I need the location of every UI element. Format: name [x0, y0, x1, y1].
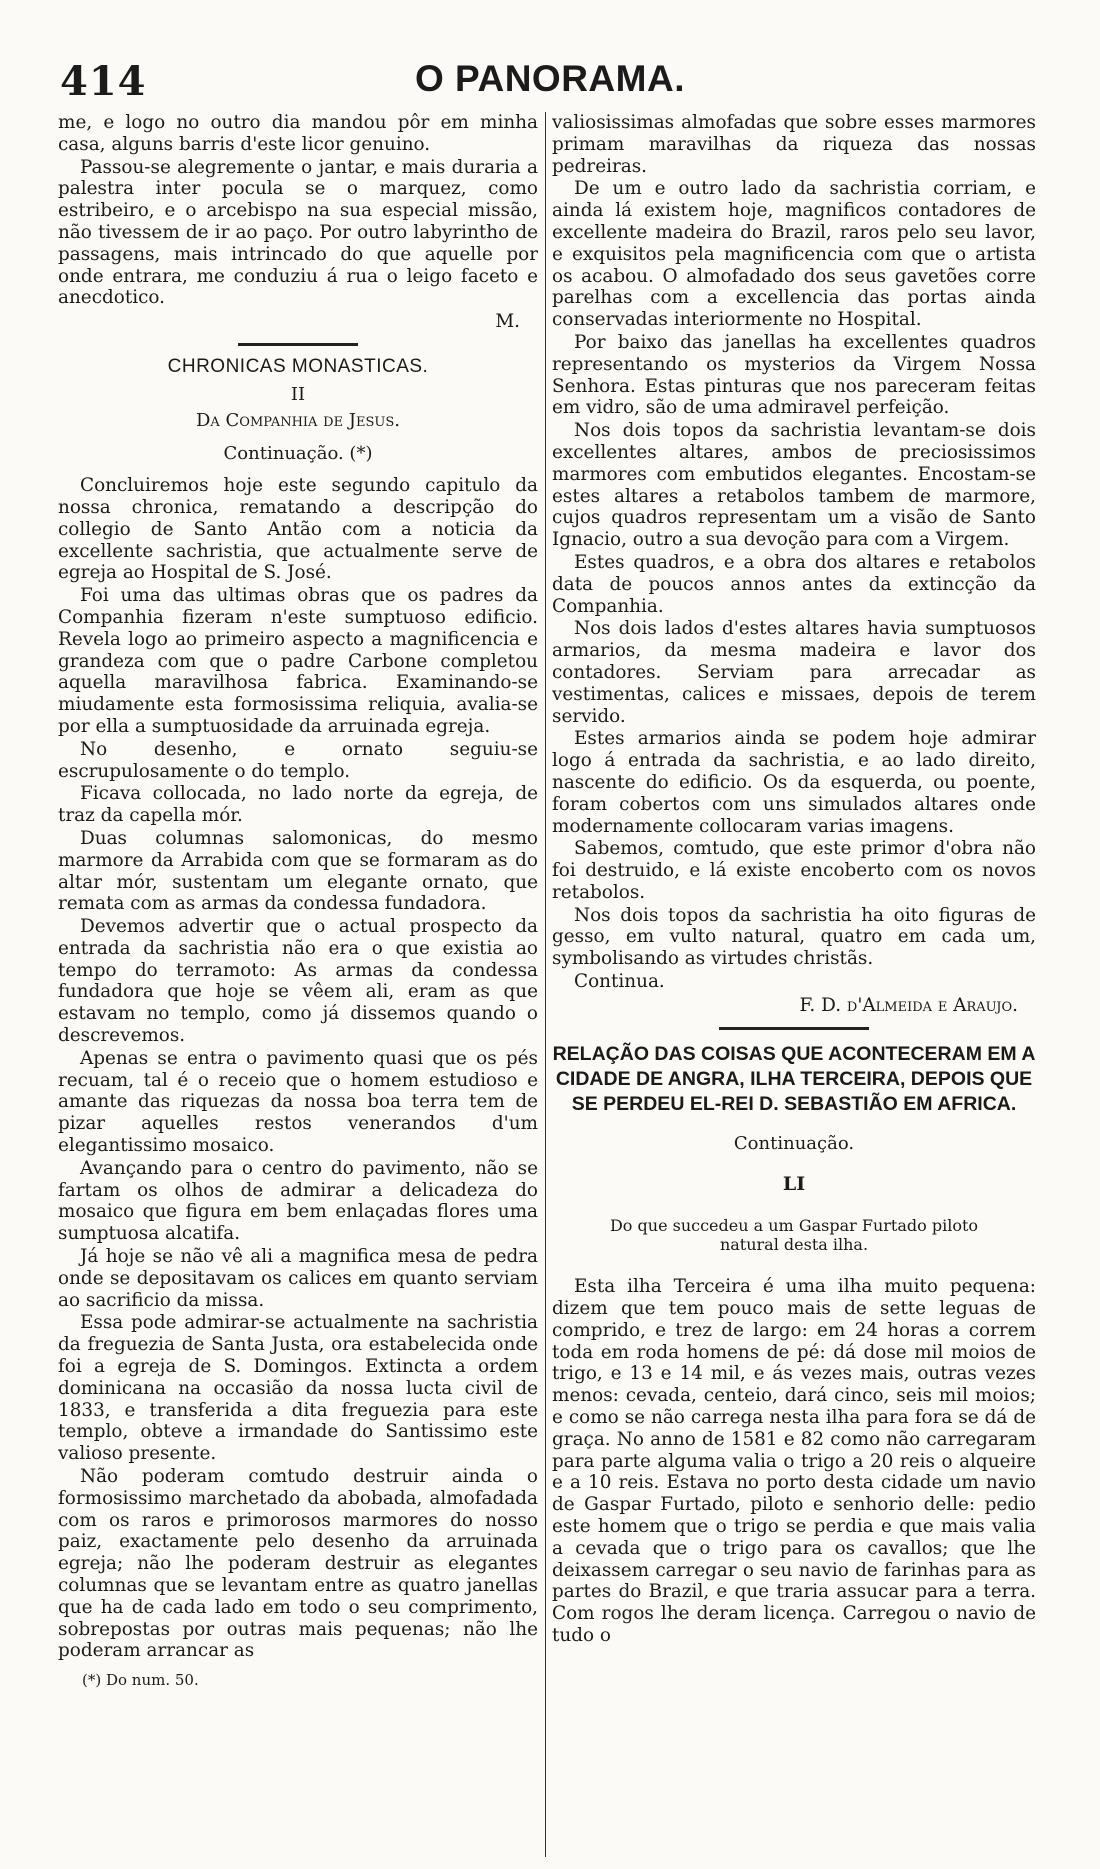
chapter-number: LI: [782, 1173, 806, 1196]
chapter-title: Do que succedeu a um Gaspar Furtado piloto natural desta ilha.: [609, 1216, 979, 1255]
continua-note: Continua.: [574, 971, 665, 993]
paragraph: Apenas se entra o pavimento quasi que os pés recuam, tal é o receio que o homem estudioso e amante das riquezas da nossa boa terra tem de pizar aquelles restos venerandos d'um elegantissimo mosaico.: [58, 1047, 538, 1157]
left-column: [58, 112, 538, 1857]
right-column: [552, 112, 1036, 1857]
page-number: 414: [60, 58, 147, 105]
section-number: II: [290, 383, 306, 405]
continuation-note: Continuação. (*): [223, 443, 373, 465]
section-title: CHRONICAS MONASTICAS.: [167, 355, 429, 377]
paragraph: Nos dois topos da sachristia levantam-se dois excellentes altares, ambos de preciosissimos marmores com embutidos elegantes. Encostam-se estes altares a retabolos tambem de marmore, cujos quadros representam um a visão de Santo Ignacio, outro a sua devoção para com a Virgem.: [552, 420, 1036, 551]
paragraph: Foi uma das ultimas obras que os padres da Companhia fizeram n'este sumptuoso edificio. Revela logo ao primeiro aspecto a magnificencia e grandeza com que o padre Carbone completou aquella maravilhosa fabrica. Examinando-se miudamente esta formosissima reliquia, avalia-se por ella a sumptuosidade da arruinada egreja.: [58, 585, 538, 737]
paragraph: Duas columnas salomonicas, do mesmo marmore da Arrabida com que se formaram as do altar mór, sustentam um elegante ornato, que remata com as armas da condessa fundadora.: [58, 827, 538, 915]
journal-title: O PANORAMA.: [415, 58, 685, 99]
footnote: (*) Do num. 50.: [82, 1671, 199, 1690]
paragraph: Concluiremos hoje este segundo capitulo da nossa chronica, rematando a descripção do collegio de Santo Antão com a noticia da excellente sachristia, que actualmente serve de egreja ao Hospital de S. José.: [58, 475, 538, 584]
paragraph: Não poderam comtudo destruir ainda o formosissimo marchetado da abobada, almofadada com os raros e primorosos marmores do nosso paiz, exactamente pelo desenho da arruinada egreja; não lhe poderam destruir as elegantes columnas que se levantam entre as quatro janellas que ha de cada lado em todo o seu comprimento, sobrepostas por outras mais pequenas; não lhe poderam arrancar as: [58, 1466, 538, 1662]
paragraph: Estes armarios ainda se podem hoje admirar logo á entrada da sachristia, e ao lado direito, nascente do edificio. Os da esquerda, ou poente, foram cobertos com uns simulados altares onde modernamente collocaram varias imagens.: [552, 728, 1036, 837]
paragraph: me, e logo no outro dia mandou pôr em minha casa, alguns barris d'este licor genuino.: [58, 112, 538, 155]
paragraph: Essa pode admirar-se actualmente na sachristia da freguezia de Santa Justa, ora estabelecida onde foi a egreja de S. Domingos. Extincta a ordem dominicana na occasião da nossa lucta civil de 1833, e transferida a dita freguezia para este templo, obteve a irmandade do Santissimo este valioso presente.: [58, 1312, 538, 1465]
section-subtitle: Da Companhia de Jesus.: [195, 409, 400, 431]
paragraph: Nos dois lados d'estes altares havia sumptuosos armarios, da mesma madeira e lavor dos contadores. Serviam para arrecadar as vestimentas, calices e missaes, depois de terem servido.: [552, 618, 1036, 727]
paragraph: Já hoje se não vê ali a magnifica mesa de pedra onde se depositavam os calices em quanto serviam ao sacrificio da missa.: [58, 1246, 538, 1311]
section-rule: [238, 343, 358, 346]
paragraph: Ficava collocada, no lado norte da egreja, de traz da capella mór.: [58, 783, 538, 827]
paragraph: Por baixo das janellas ha excellentes quadros representando os mysterios da Virgem Nossa Senhora. Estas pinturas que nos pareceram feitas em vidro, são de uma admiravel perfeição.: [552, 331, 1036, 419]
paragraph: valiosissimas almofadas que sobre esses marmores primam maravilhas da riqueza das nossas pedreiras.: [552, 112, 1036, 177]
continuation-note: Continuação.: [733, 1132, 855, 1154]
paragraph: Nos dois topos da sachristia ha oito figuras de gesso, em vulto natural, quatro em cada um, symbolisando as virtudes christãs.: [552, 904, 1036, 970]
paragraph: Estes quadros, e a obra dos altares e retabolos data de poucos annos antes da extincção da Companhia.: [552, 551, 1036, 617]
author-signature: M.: [495, 311, 520, 333]
paragraph: Devemos advertir que o actual prospecto da entrada da sachristia não era o que existia ao tempo do terramoto: As armas da condessa fundadora que hoje se vêem ali, eram as que estavam no templo, como já dissemos quando o descrevemos.: [58, 916, 538, 1047]
paragraph: Avançando para o centro do pavimento, não se fartam os olhos de admirar a delicadeza do mosaico que figura em bem enlaçadas flores uma sumptuosa alcatifa.: [58, 1157, 538, 1245]
paragraph: Sabemos, comtudo, que este primor d'obra não foi destruido, e lá existe encoberto com os novos retabolos.: [552, 838, 1036, 903]
paragraph: De um e outro lado da sachristia corriam, e ainda lá existem hoje, magnificos contadores de excellente madeira do Brazil, raros pelo seu lavor, e exquisitos pela magnificencia com que o artista os acabou. O almofadado dos seus gavetões corre parelhas com a excellencia das portas ainda conservadas interiormente no Hospital.: [552, 178, 1036, 331]
paragraph: Passou-se alegremente o jantar, e mais duraria a palestra inter pocula se o marquez, como estribeiro, e o arcebispo na sua especial missão, não tivessem de ir ao paço. Por outro labyrintho de passagens, mais intrincado do que aquelle por onde entrara, me conduziu á rua o leigo faceto e anecdotico.: [58, 156, 538, 309]
paragraph: No desenho, e ornato seguiu-se escrupulosamente o do templo.: [58, 738, 538, 782]
paragraph: Esta ilha Terceira é uma ilha muito pequena: dizem que tem pouco mais de sette leguas de comprido, e trez de largo: em 24 horas a correm toda em roda homens de pé: dá dose mil moios de trigo, e 13 e 14 mil, e ás vezes mais, outras vezes menos: cevada, centeio, dará cinco, seis mil moios; e como se não carrega nesta ilha para fora se dá de graça. No anno de 1581 e 82 como não carregaram para parte alguma valia o trigo a 20 reis o alqueire e a 10 reis. Estava no porto desta cidade um navio de Gaspar Furtado, piloto e senhorio delle: pedio este homem que o trigo se perdia e que mais valia a cevada que o trigo para os cavallos; que lhe deixassem carregar o seu navio de farinhas para as partes do Brazil, e que traria assucar para a terra. Com rogos lhe deram licença. Carregou o navio de tudo o: [552, 1276, 1036, 1647]
article-title: RELAÇÃO DAS COISAS QUE ACONTECERAM EM A CIDADE DE ANGRA, ILHA TERCEIRA, DEPOIS QUE SE PERDEU EL-REI D. SEBASTIÃO EM AFRICA.: [552, 1042, 1036, 1115]
author-signature: F. D. d'Almeida e Araujo.: [799, 994, 1018, 1016]
section-rule: [719, 1027, 869, 1030]
column-divider: [545, 112, 546, 1857]
page-header: [60, 50, 1040, 110]
